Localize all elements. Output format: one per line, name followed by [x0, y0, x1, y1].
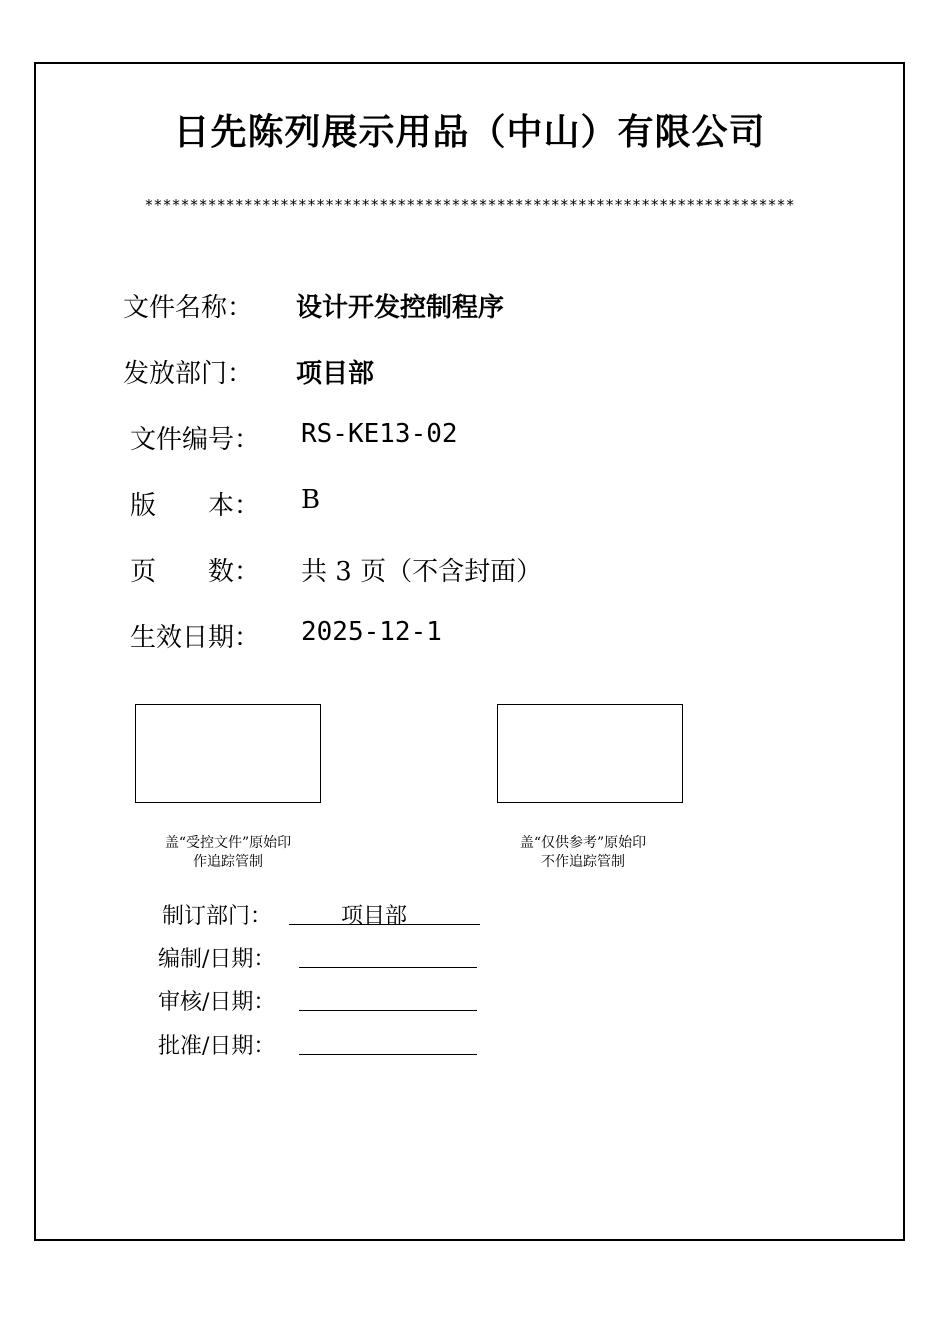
signoff-compile [158, 942, 275, 973]
field-version-value: B [301, 485, 321, 515]
field-effective [130, 617, 260, 654]
field-dept [123, 353, 253, 390]
stamp-box-reference [497, 704, 683, 803]
signoff-approve [158, 1029, 275, 1060]
field-version-label: 版 本： [130, 491, 261, 521]
signoff-revise-dept [162, 899, 272, 930]
field-pages-value: 共 3 页（不含封面） [301, 557, 543, 587]
star-separator: ************************************************************************ [144, 196, 795, 214]
signoff-review-line[interactable] [299, 1010, 477, 1011]
field-doc-name-value: 设计开发控制程序 [296, 293, 505, 323]
field-dept-label: 发放部门： [123, 359, 254, 389]
field-pages-label: 页 数： [130, 557, 261, 587]
field-effective-label: 生效日期： [130, 623, 261, 653]
field-doc-no [130, 419, 260, 456]
signoff-approve-label: 批准/日期： [158, 1034, 276, 1059]
stamp-caption-reference [483, 834, 683, 872]
company-title: 日先陈列展示用品（中山）有限公司 [173, 112, 766, 153]
signoff-compile-line[interactable] [299, 967, 477, 968]
field-doc-name-label: 文件名称： [123, 293, 254, 323]
field-version [130, 485, 260, 522]
signoff-revise-dept-value: 项目部 [341, 904, 408, 929]
field-dept-value: 项目部 [296, 359, 375, 389]
stamp-caption-reference-line2: 不作追踪管制 [541, 854, 625, 870]
stamp-caption-reference-line1: 盖“仅供参考”原始印 [519, 835, 647, 851]
signoff-review-label: 审核/日期： [158, 990, 276, 1015]
field-effective-value: 2025-12-1 [301, 617, 442, 647]
signoff-review [158, 985, 275, 1016]
signoff-approve-line[interactable] [299, 1054, 477, 1055]
stamp-caption-controlled-line1: 盖“受控文件”原始印 [164, 835, 292, 851]
field-doc-no-value: RS-KE13-02 [301, 419, 458, 449]
signoff-revise-dept-label: 制订部门： [162, 904, 273, 929]
field-pages [130, 551, 260, 588]
field-doc-no-label: 文件编号： [130, 425, 261, 455]
stamp-box-controlled [135, 704, 321, 803]
stamp-caption-controlled-line2: 作追踪管制 [193, 854, 263, 870]
field-doc-name [123, 287, 253, 324]
stamp-caption-controlled [128, 834, 328, 872]
signoff-compile-label: 编制/日期： [158, 947, 276, 972]
